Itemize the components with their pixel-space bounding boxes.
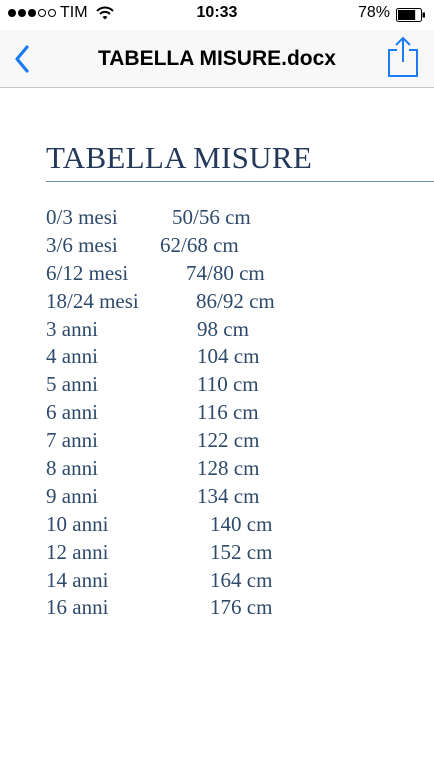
size-age: 4 anni	[46, 344, 98, 369]
size-measure: 116 cm	[197, 400, 259, 425]
heading-divider	[46, 181, 434, 182]
back-button[interactable]	[0, 30, 44, 87]
size-measure: 152 cm	[210, 539, 273, 564]
status-time: 10:33	[196, 4, 238, 21]
size-measure: 110 cm	[197, 372, 259, 397]
document-heading: TABELLA MISURE	[46, 140, 313, 175]
size-age: 9 anni	[46, 483, 98, 508]
size-age: 3/6 mesi	[46, 232, 118, 257]
size-measure: 98 cm	[197, 316, 249, 341]
size-age: 14 anni	[46, 567, 109, 592]
size-measure: 164 cm	[210, 567, 273, 592]
size-age: 16 anni	[46, 595, 109, 620]
size-measure: 104 cm	[197, 344, 260, 369]
size-measure: 62/68 cm	[160, 232, 239, 257]
size-measure: 140 cm	[210, 511, 273, 536]
size-measure: 50/56 cm	[172, 205, 251, 229]
size-age: 6/12 mesi	[46, 260, 129, 285]
share-icon	[389, 38, 417, 76]
size-measure: 74/80 cm	[186, 260, 265, 285]
size-age: 3 anni	[46, 316, 98, 341]
size-age: 6 anni	[46, 400, 98, 425]
battery-icon	[396, 8, 426, 22]
status-bar	[0, 0, 434, 30]
size-age: 12 anni	[46, 539, 109, 564]
size-measure: 128 cm	[197, 456, 260, 481]
size-measure: 134 cm	[197, 483, 260, 508]
size-measure: 86/92 cm	[196, 288, 275, 313]
carrier-name: TIM	[60, 4, 88, 21]
share-button[interactable]	[386, 36, 420, 78]
size-age: 8 anni	[46, 456, 98, 481]
size-age: 5 anni	[46, 372, 98, 397]
chevron-left-icon	[14, 45, 30, 73]
document-view[interactable]	[0, 88, 434, 770]
document-title: TABELLA MISURE.docx	[97, 47, 336, 70]
size-age: 10 anni	[46, 511, 109, 536]
size-measure: 176 cm	[210, 595, 273, 620]
size-measure: 122 cm	[197, 428, 260, 453]
battery-percentage: 78%	[357, 4, 390, 21]
size-age: 7 anni	[46, 428, 98, 453]
navigation-bar	[0, 30, 434, 88]
size-age: 0/3 mesi	[46, 205, 118, 229]
size-age: 18/24 mesi	[46, 288, 139, 313]
